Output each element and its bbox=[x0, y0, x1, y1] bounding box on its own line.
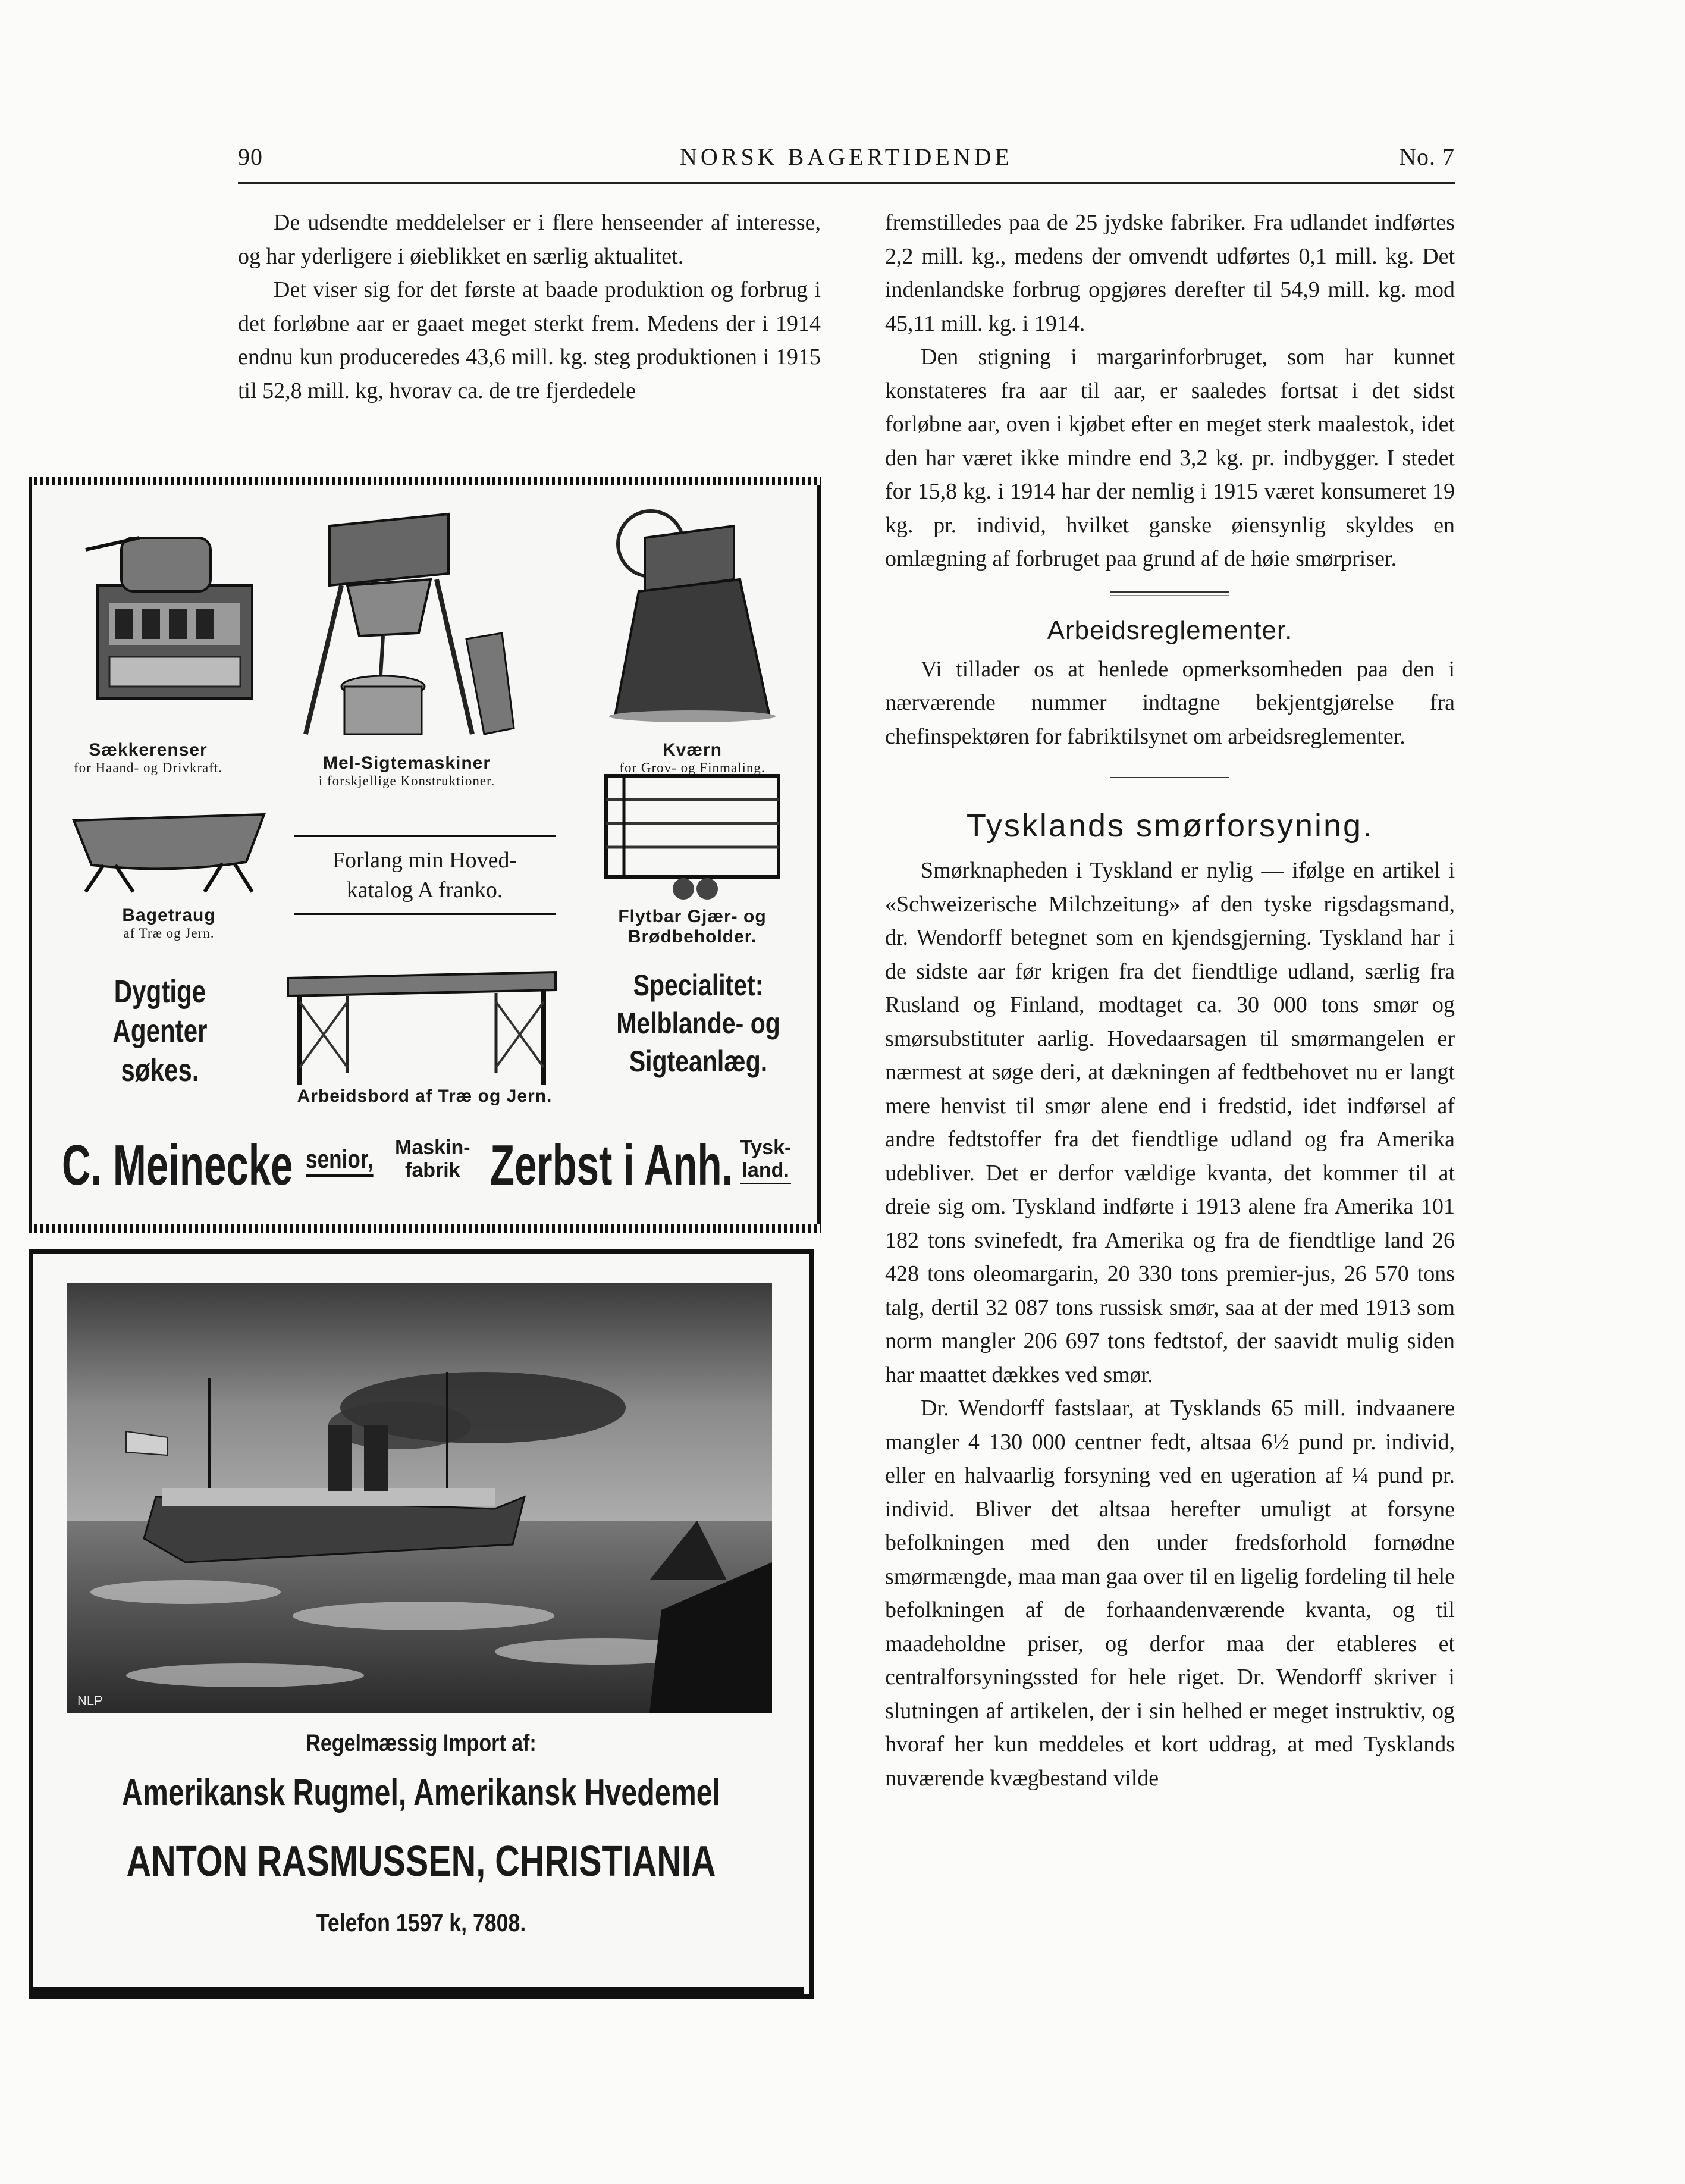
kneading-trough-illustration bbox=[68, 809, 270, 898]
firm-country: Tysk- land. bbox=[740, 1136, 791, 1184]
left-article bbox=[238, 206, 821, 408]
item-subtitle: i forskjellige Konstruktioner. bbox=[318, 773, 495, 788]
rasmussen-advertisement bbox=[29, 1249, 814, 1999]
issue-number: No. 7 bbox=[1399, 143, 1455, 170]
steamship-illustration bbox=[67, 1283, 772, 1713]
firm-type: Maskin- fabrik bbox=[395, 1136, 470, 1182]
publication-title: NORSK BAGERTIDENDE bbox=[679, 143, 1013, 170]
firm-senior: senior, bbox=[306, 1145, 373, 1177]
paragraph: Den stigning i margarinforbruget, som har kunnet konstateres fra aar til aar, er saaledes fortsat i det sidst forløbne aar, oven i kjøbet efter en meget sterk maalestok, idet den har været ikke mindre end 3,2 kg. pr. indbygger. I stedet for 15,8 kg. i 1914 har der nemlig i 1915 været konsumeret 19 kg. pr. individ, hvilket ganske øiensynlig skyldes en omlægning af forbruget paa grund af de høie smørpriser. bbox=[885, 344, 1455, 571]
page-header bbox=[238, 143, 1455, 173]
item-title: Sækkerenser bbox=[89, 740, 208, 760]
firm-place: Zerbst i Anh. bbox=[490, 1133, 733, 1197]
paragraph: Dr. Wendorff fastslaar, at Tysklands 65 mill. indvaanere mangler 4 130 000 centner fedt, altsaa 6½ pund pr. individ, eller en halvaarlig forsyning ved en ugeration af ¼ pund pr. individ. Bliver det altsaa herefter umuligt at forsyne befolkningen med den under fredsforhold fornødne smørmængde, maa man gaa over til en ligelig fordeling til hele befolkningen af de forhaandenværende kvanta, og til maadeholdne priser, og derfor maa der etableres et centralforsyningssted for hele riget. Dr. Wendorff skriver i slutningen af artikelen, der i sin helhed er meget instruktiv, og hvoraf her kun meddeles et kort uddrag, at med Tysklands nuværende kvægbestand vilde bbox=[885, 1396, 1455, 1791]
header-rule bbox=[238, 182, 1455, 184]
catalog-line: Forlang min Hoved- bbox=[332, 848, 517, 873]
products-line: Amerikansk Rugmel, Amerikansk Hvedemel bbox=[121, 1772, 721, 1813]
item-title: Arbeidsbord af Træ og Jern. bbox=[297, 1086, 553, 1106]
section-divider bbox=[1110, 777, 1229, 781]
page-number: 90 bbox=[238, 143, 263, 170]
meinecke-advertisement bbox=[29, 478, 821, 1232]
dough-rack-illustration bbox=[594, 770, 790, 907]
paragraph: De udsendte meddelelser er i flere henseender af interesse, og har yderligere i øieblikket en særlig aktualitet. bbox=[238, 210, 821, 269]
paragraph: Vi tillader os at henlede opmerksomheden paa den i nærværende nummer indtagne bekjentgjørelse fra chefinspektøren for fabriktilsynet om arbeidsreglementer. bbox=[885, 656, 1455, 749]
item-subtitle: for Grov- og Finmaling. bbox=[619, 760, 765, 775]
section-heading: Tysklands smørforsyning. bbox=[966, 808, 1374, 844]
paragraph: Det viser sig for det første at baade produktion og forbrug i det forløbne aar er gaaet meget sterkt frem. Medens der i 1914 endnu kun produceredes 43,6 mill. kg. steg produktionen i 1915 til 52,8 mill. kg, hvorav ca. de tre fjerdedele bbox=[238, 277, 821, 403]
catalog-notice bbox=[294, 835, 556, 915]
work-table-caption bbox=[276, 1086, 573, 1107]
mill-illustration bbox=[591, 502, 787, 722]
specialty-line: Sigteanlæg. bbox=[629, 1045, 768, 1078]
agents-line: Dygtige Agenter bbox=[112, 974, 208, 1049]
flour-sifter-caption bbox=[288, 753, 526, 789]
import-line: Regelmæssig Import af: bbox=[306, 1730, 536, 1756]
sack-cleaner-caption bbox=[38, 740, 258, 776]
catalog-line: katalog A franko. bbox=[346, 878, 503, 903]
item-title: Mel-Sigtemaskiner bbox=[322, 753, 491, 773]
agents-wanted bbox=[70, 972, 250, 1090]
item-title: Bagetraug bbox=[122, 905, 216, 925]
item-title: Kværn bbox=[662, 740, 723, 760]
section-divider bbox=[1110, 591, 1229, 596]
agents-line: søkes. bbox=[121, 1052, 199, 1088]
specialty-notice bbox=[610, 966, 786, 1080]
section-heading: Arbeidsreglementer. bbox=[1047, 615, 1293, 645]
kneading-trough-caption bbox=[62, 905, 276, 941]
specialty-line: Specialitet: bbox=[633, 969, 764, 1002]
right-column bbox=[885, 206, 1455, 1795]
company-name: ANTON RASMUSSEN, CHRISTIANIA bbox=[126, 1838, 716, 1885]
ad-bottom-rule bbox=[29, 1987, 804, 1999]
dough-rack-caption bbox=[585, 907, 799, 947]
item-subtitle: af Træ og Jern. bbox=[123, 926, 215, 941]
company-phone: Telefon 1597 k, 7808. bbox=[316, 1909, 526, 1937]
work-table-illustration bbox=[276, 960, 573, 1091]
paragraph: Smørknapheden i Tyskland er nylig — ifølge en artikel i «Schweizerische Milchzeitung» af den tyske rigsdagsmand, dr. Wendorff betegnet som en kjendsgjerning. Tyskland har i de sidste aar før krigen fra det fiendtlige udland, særlig fra Rusland og Finland, modtaget ca. 30 000 tons smør og smørsubstituter aarlig. Hovedaarsagen til smørmangelen er nærmest at søge deri, at dækningen af fedtbehovet nu er langt mere henvist til smør alene end i fredstid, idet indførsel af andre fedtstoffer fra det fiendtlige udland og fra Amerika udebliver. Det er derfor vældige kvanta, det kommer til at dreie sig om. Tyskland indførte i 1913 alene fra Amerika 101 182 tons svinefedt, fra Amerika og fra de fiendtlige land 26 428 tons oleomargarin, 20 330 tons premier-jus, 26 570 tons talg, dertil 32 087 tons russisk smør, saa at der med 1913 som norm mangler 206 697 tons fedtstof, der saavidt mulig siden har maattet dækkes ved smør. bbox=[885, 858, 1455, 1387]
paragraph: fremstilledes paa de 25 jydske fabriker. Fra udlandet indførtes 2,2 mill. kg., medens der omvendt udførtes 0,1 mill. kg. Det indenlandske forbrug opgjøres derefter til 54,9 mill. kg. mod 45,11 mill. kg. i 1914. bbox=[885, 210, 1455, 336]
sack-cleaner-illustration bbox=[74, 514, 270, 710]
image-signature: NLP bbox=[77, 1693, 103, 1708]
firm-name: C. Meinecke bbox=[62, 1133, 293, 1197]
item-subtitle: for Haand- og Drivkraft. bbox=[73, 760, 223, 775]
item-title: Flytbar Gjær- og Brødbeholder. bbox=[618, 907, 767, 947]
specialty-line: Melblande- og bbox=[616, 1007, 780, 1040]
flour-sifter-illustration bbox=[294, 502, 520, 740]
firm-line bbox=[62, 1133, 799, 1204]
